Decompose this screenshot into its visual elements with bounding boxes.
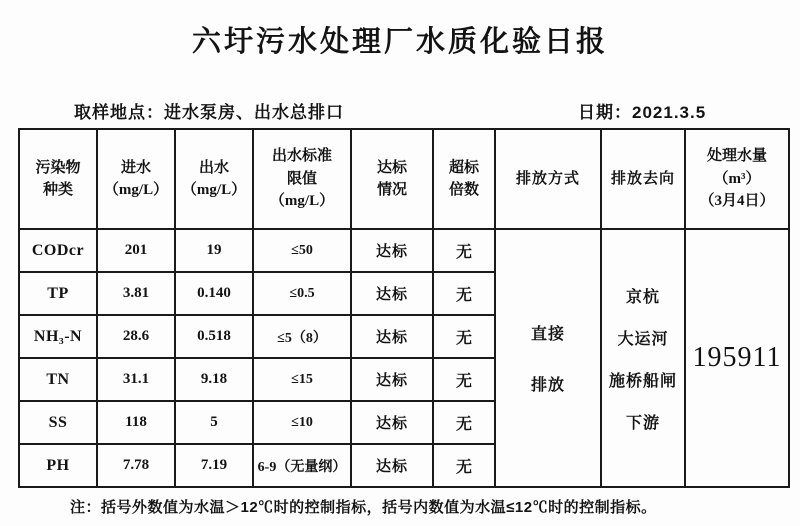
discharge-method-cell: 直接 排放 bbox=[495, 229, 601, 487]
pollutant-name: TP bbox=[19, 272, 97, 315]
col-header-outflow: 出水 （mg/L） bbox=[175, 129, 253, 229]
col-header-pollutant: 污染物 种类 bbox=[19, 129, 97, 229]
treated-volume-cell: 195911 bbox=[685, 229, 789, 487]
sampling-location-label: 取样地点：进水泵房、出水总排口 bbox=[74, 103, 344, 122]
meta-row bbox=[0, 98, 800, 120]
pollutant-name: PH bbox=[19, 444, 97, 487]
exceedance-value: 无 bbox=[433, 401, 495, 444]
col-header-inflow: 进水 （mg/L） bbox=[97, 129, 175, 229]
compliance-status: 达标 bbox=[351, 401, 433, 444]
compliance-status: 达标 bbox=[351, 272, 433, 315]
inflow-value: 7.78 bbox=[97, 444, 175, 487]
col-header-discharge-destination: 排放去向 bbox=[601, 129, 685, 229]
limit-value: ≤15 bbox=[253, 358, 351, 401]
outflow-value: 7.19 bbox=[175, 444, 253, 487]
outflow-value: 0.140 bbox=[175, 272, 253, 315]
outflow-value: 19 bbox=[175, 229, 253, 272]
inflow-value: 31.1 bbox=[97, 358, 175, 401]
pollutant-name: TN bbox=[19, 358, 97, 401]
pollutant-name: CODcr bbox=[19, 229, 97, 272]
exceedance-value: 无 bbox=[433, 272, 495, 315]
discharge-destination-cell: 京杭 大运河 施桥船闸 下游 bbox=[601, 229, 685, 487]
water-quality-table bbox=[18, 128, 790, 488]
outflow-value: 5 bbox=[175, 401, 253, 444]
inflow-value: 201 bbox=[97, 229, 175, 272]
footnote: 注：括号外数值为水温＞12℃时的控制指标，括号内数值为水温≤12℃时的控制指标。 bbox=[70, 499, 657, 516]
compliance-status: 达标 bbox=[351, 444, 433, 487]
col-header-discharge-method: 排放方式 bbox=[495, 129, 601, 229]
limit-value: 6-9（无量纲） bbox=[253, 444, 351, 487]
limit-value: ≤0.5 bbox=[253, 272, 351, 315]
pollutant-name: NH₃-N bbox=[19, 315, 97, 358]
exceedance-value: 无 bbox=[433, 315, 495, 358]
compliance-status: 达标 bbox=[351, 315, 433, 358]
inflow-value: 3.81 bbox=[97, 272, 175, 315]
inflow-value: 118 bbox=[97, 401, 175, 444]
pollutant-name: SS bbox=[19, 401, 97, 444]
limit-value: ≤10 bbox=[253, 401, 351, 444]
outflow-value: 9.18 bbox=[175, 358, 253, 401]
col-header-exceed: 超标 倍数 bbox=[433, 129, 495, 229]
compliance-status: 达标 bbox=[351, 358, 433, 401]
table-row bbox=[19, 229, 789, 272]
col-header-treated-volume: 处理水量 （m³） （3月4日） bbox=[685, 129, 789, 229]
outflow-value: 0.518 bbox=[175, 315, 253, 358]
exceedance-value: 无 bbox=[433, 229, 495, 272]
exceedance-value: 无 bbox=[433, 358, 495, 401]
exceedance-value: 无 bbox=[433, 444, 495, 487]
header-row bbox=[19, 129, 789, 229]
limit-value: ≤50 bbox=[253, 229, 351, 272]
compliance-status: 达标 bbox=[351, 229, 433, 272]
page-title: 六圩污水处理厂水质化验日报 bbox=[191, 26, 608, 58]
limit-value: ≤5（8） bbox=[253, 315, 351, 358]
inflow-value: 28.6 bbox=[97, 315, 175, 358]
report-date-label: 日期：2021.3.5 bbox=[578, 103, 707, 122]
col-header-compliance: 达标 情况 bbox=[351, 129, 433, 229]
col-header-limit: 出水标准 限值 （mg/L） bbox=[253, 129, 351, 229]
